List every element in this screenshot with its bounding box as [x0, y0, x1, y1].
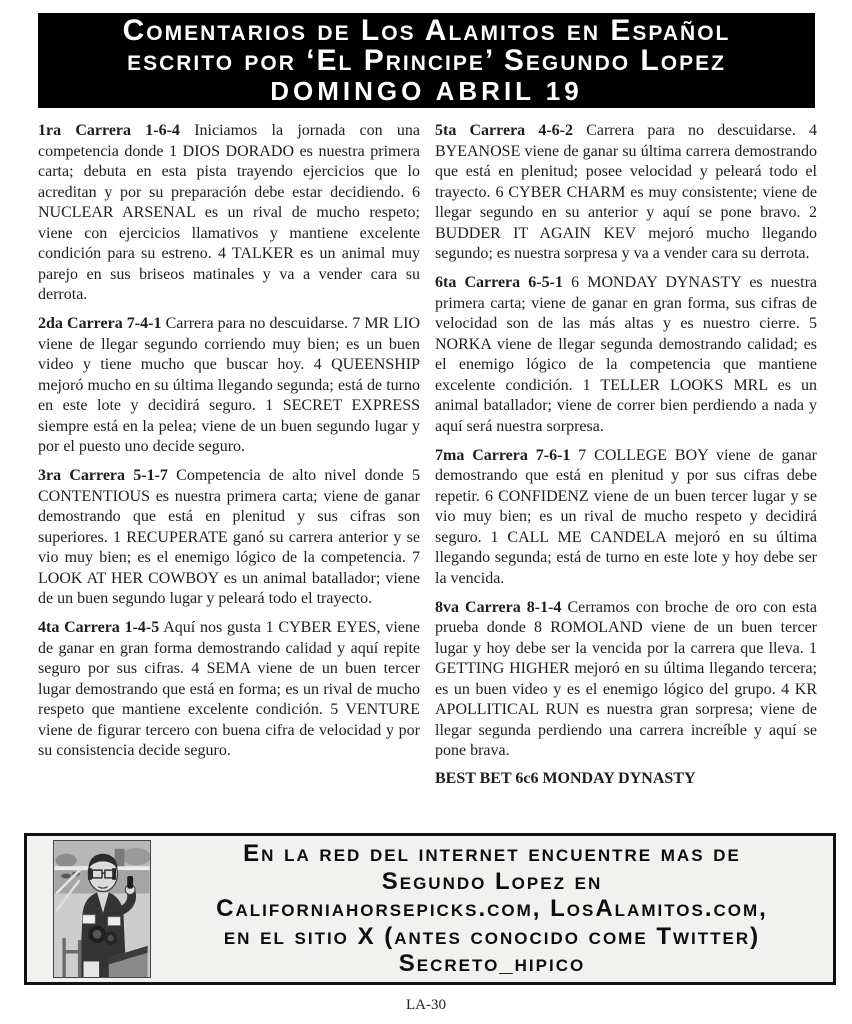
- commentary-columns: [38, 121, 817, 790]
- title-line-1: Comentarios de Los Alamitos en Español: [122, 13, 731, 47]
- race-2-label: 2da Carrera 7-4-1: [38, 315, 162, 332]
- footer-promo-text: [151, 840, 833, 978]
- race-4-label: 4ta Carrera 1-4-5: [38, 619, 160, 636]
- best-bet: BEST BET 6c6 MONDAY DYNASTY: [435, 770, 696, 787]
- race-7-label: 7ma Carrera 7-6-1: [435, 446, 571, 464]
- race-6-paragraph: [435, 273, 817, 437]
- race-4-paragraph: [38, 618, 420, 762]
- race-2-text: Carrera para no descuidarse. 7 MR LIO viene de llegar segundo corriendo muy bien; es un buen video y tiene mucho que buscar hoy. 4 QUEENSHIP mejoró mucho en su última llegando segunda; está de turno en este lote y decidirá seguro. 1 SECRET EXPRESS siempre está en la pelea; viene de un buen segundo lugar y por el puesto uno decide seguro.: [38, 315, 420, 455]
- footer-line-5: Secreto_hipico: [398, 950, 586, 978]
- announcer-cartoon-image: [53, 840, 151, 978]
- footer-line-4: en el sitio X (antes conocido come Twitter): [223, 922, 761, 950]
- race-6-text: 6 MONDAY DYNASTY es nuestra primera carta; viene de ganar en gran forma, sus cifras de velocidad son de las más altas y es nuestro cierre. 5 NORKA viene de llegar segunda demostrando calidad; es el enemigo lógico de la competencia que mantiene excelente condición. 1 TELLER LOOKS MRL es un animal batallador; viene de correr bien perdiendo a nada y aquí será nuestra sorpresa.: [435, 274, 818, 435]
- race-3-label: 3ra Carrera 5-1-7: [38, 467, 168, 484]
- race-7-text: 7 COLLEGE BOY viene de ganar demostrando que está en plenitud y por sus cifras debe repetir. 6 CONFIDENZ viene de un buen tercer lugar y se vio muy bien; es un rival de mucho respeto y decidirá seguro. 1 CALL ME CANDELA mejoró en su última llegando segunda; está de turno en este lote y hoy debe ser la vencida.: [435, 446, 817, 587]
- footer-promo-box: [24, 833, 836, 985]
- race-5-paragraph: [435, 121, 817, 265]
- race-3-paragraph: [38, 466, 420, 610]
- race-7-paragraph: [435, 446, 817, 590]
- race-8-label: 8va Carrera 8-1-4: [435, 598, 562, 616]
- title-line-2: escrito por ‘El Principe’ Segundo Lopez: [127, 43, 726, 77]
- footer-line-1: En la red del internet encuentre mas de: [243, 840, 741, 868]
- race-5-label: 5ta Carrera 4-6-2: [435, 122, 574, 139]
- page-number: LA-30: [406, 997, 446, 1013]
- footer-line-2: Segundo Lopez en: [381, 867, 603, 895]
- announcer-cartoon-drawing: [54, 841, 150, 977]
- race-5-text: Carrera para no descuidarse. 4 BYEANOSE viene de ganar su última carrera demostrando que está en plenitud; posee velocidad y peleará todo el trayecto. 6 CYBER CHARM es muy consistente; viene de llegar segundo en su anterior y aquí se pone bravo. 2 BUDDER IT AGAIN KEV mejoró mucho llegando segundo; es nuestra sorpresa y va a vender cara su derrota.: [435, 122, 818, 262]
- race-8-paragraph: [435, 598, 817, 762]
- right-column: [435, 121, 817, 790]
- race-1-label: 1ra Carrera 1-6-4: [38, 122, 180, 139]
- race-2-paragraph: [38, 314, 420, 458]
- race-1-paragraph: [38, 121, 420, 306]
- race-4-text: Aquí nos gusta 1 CYBER EYES, viene de ganar en gran forma demostrando calidad y aquí repite seguro por sus cifras. 4 SEMA viene de un buen tercer lugar demostrando que está en forma; es un rival de mucho respeto que mantiene excelente condición. 5 VENTURE viene de figurar tercero con buena cifra de velocidad y por su consistencia decide seguro.: [38, 619, 420, 759]
- header-banner: [38, 13, 815, 108]
- left-column: [38, 121, 420, 790]
- race-1-text: Iniciamos la jornada con una competencia donde 1 DIOS DORADO es nuestra primera carta; debuta en esta pista trayendo ejercicios que lo acreditan y por su preparación debe estar decidiendo. 6 NUCLEAR ARSENAL es un rival de mucho respeto; viene con ejercicios llamativos y mantiene excelente condición para su estreno. 4 TALKER es un animal muy parejo en sus briseos matinales y va a vender cara su derrota.: [38, 122, 420, 303]
- race-8-text: Cerramos con broche de oro con esta prueba donde 8 ROMOLAND viene de un buen tercer lugar y hoy debe ser la vencida por la carrera que lleva. 1 GETTING HIGHER mejoró en su última llegando tercera; es un buen video y es el enemigo lógico del grupo. 4 KR APOLLITICAL RUN es nuestra gran sorpresa; viene de llegar segunda perdiendo una carrera increíble y aquí se pone brava.: [435, 598, 817, 759]
- race-6-label: 6ta Carrera 6-5-1: [435, 274, 563, 291]
- race-3-text: Competencia de alto nivel donde 5 CONTENTIOUS es nuestra primera carta; viene de ganar demostrando que está en plenitud y sus cifras son superiores. 1 RECUPERATE ganó su carrera anterior y se vio muy bien; es el enemigo lógico de la competencia. 7 LOOK AT HER COWBOY es un animal batallador; viene de un buen segundo lugar y peleará todo el trayecto.: [38, 467, 420, 607]
- title-line-3: DOMINGO ABRIL 19: [270, 75, 583, 106]
- footer-line-3: Californiahorsepicks.com, LosAlamitos.com,: [216, 895, 768, 923]
